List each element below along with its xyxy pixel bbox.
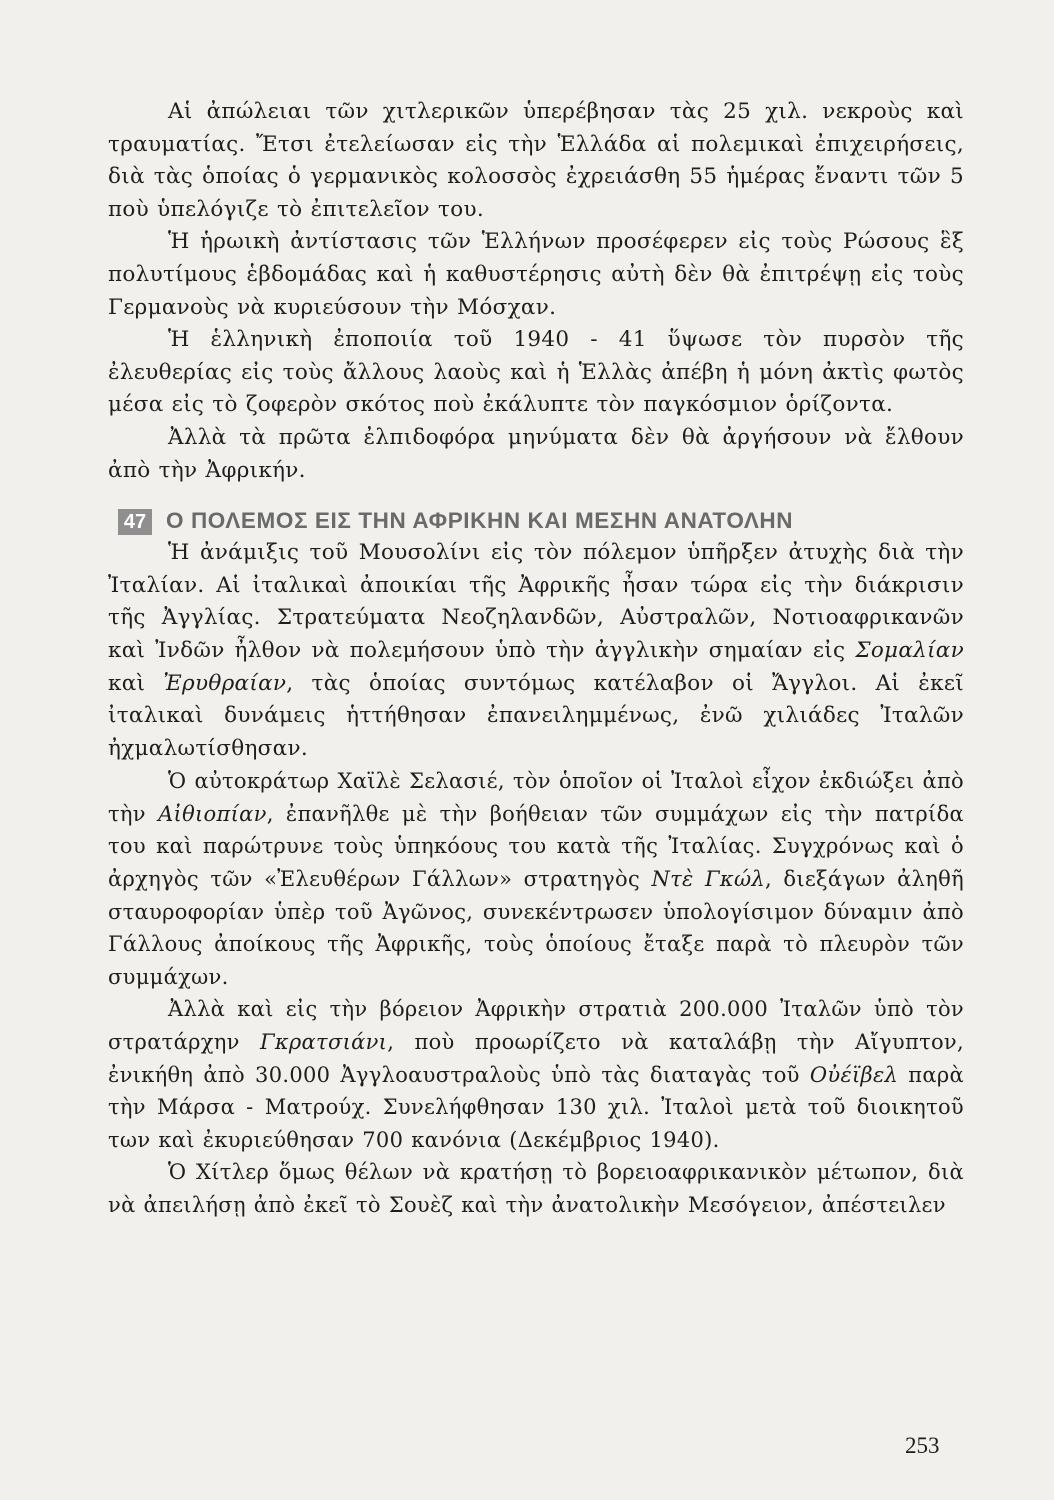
paragraph-hitler: Ὁ Χίτλερ ὅμως θέλων νὰ κρατήσῃ τὸ βορειοαφρικανικὸν μέτωπον, διὰ νὰ ἀπειλήσῃ ἀπὸ ἐκεῖ τὸ Σουὲζ καὶ τὴν ἀνατολικὴν Μεσόγειον, ἀπέστειλεν xyxy=(108,1160,964,1217)
paragraph-resistance: Ἡ ἡρωικὴ ἀντίστασις τῶν Ἑλλήνων προσέφερεν εἰς τοὺς Ρώσους ἓξ πολυτίμους ἑβδομάδας καὶ ἡ καθυστέρησις αὐτὴ δὲν θὰ ἐπιτρέψῃ εἰς τοὺς Γερμανοὺς νὰ κυριεύσουν τὴν Μόσχαν. xyxy=(108,229,964,320)
italic-place-name: Σομαλίαν xyxy=(855,637,964,663)
italic-person-name: Γκρατσιάνι xyxy=(259,1030,388,1055)
paragraph-mussolini: Ἡ ἀνάμιξις τοῦ Μουσολίνι εἰς τὸν πόλεμον ὑπῆρξεν ἀτυχὴς διὰ τὴν Ἰταλίαν. Αἱ ἰταλικαὶ ἀποικίαι τῆς Ἀφρικῆς ἦσαν τώρα εἰς τὴν διάκρισιν τῆς Ἀγγλίας. Στρατεύματα Νεοζηλανδῶν, Αὐστραλῶν, Νοτιοαφρικανῶν καὶ Ἰνδῶν ἦλθον νὰ πολεμήσουν ὑπὸ τὴν ἀγγλικὴν σημαίαν εἰς Σομαλίαν καὶ Ἐρυθραίαν, τὰς ὁποίας συντόμως κατέλαβον οἱ Ἄγγλοι. Αἱ ἐκεῖ ἰταλικαὶ δυνάμεις ἡττήθησαν ἐπανειλημμένως, ἐνῶ χιλιάδες Ἰταλῶν ἠχμαλωτίσθησαν. xyxy=(108,540,965,761)
paragraph-losses: Αἱ ἀπώλειαι τῶν χιτλερικῶν ὑπερέβησαν τὰς 25 χιλ. νεκροὺς καὶ τραυματίας. Ἔτσι ἐτελείωσαν εἰς τὴν Ἑλλάδα αἱ πολεμικαὶ ἐπιχειρήσεις, διὰ τὰς ὁποίας ὁ γερμανικὸς κολοσσὸς ἐχρειάσθη 55 ἡμέρας ἔναντι τῶν 5 ποὺ ὑπελόγιζε τὸ ἐπιτελεῖον του. xyxy=(108,99,964,222)
italic-place-name: Αἰθιοπίαν xyxy=(158,801,267,826)
paragraph-selassie: Ὁ αὐτοκράτωρ Χαϊλὲ Σελασιέ, τὸν ὁποῖον οἱ Ἰταλοὶ εἶχον ἐκδιώξει ἀπὸ τὴν Αἰθιοπίαν, ἐπανῆλθε μὲ τὴν βοήθειαν τῶν συμμάχων εἰς τὴν πατρίδα του καὶ παρώτρυνε τοὺς ὑπηκόους του κατὰ τῆς Ἰταλίας. Συγχρόνως καὶ ὁ ἀρχηγὸς τῶν «Ἐλευθέρων Γάλλων» στρατηγὸς Ντὲ Γκώλ, διεξάγων ἀληθῆ σταυροφορίαν ὑπὲρ τοῦ Ἀγῶνος, συνεκέντρωσεν ὑπολογίσιμον δύναμιν ἀπὸ Γάλλους ἀποίκους τῆς Ἀφρικῆς, τοὺς ὁποίους ἔταξε παρὰ τὸ πλευρὸν τῶν συμμάχων. xyxy=(108,769,964,989)
section-heading xyxy=(108,507,964,535)
paragraph-north-africa: Ἀλλὰ καὶ εἰς τὴν βόρειον Ἀφρικὴν στρατιὰ 200.000 Ἰταλῶν ὑπὸ τὸν στρατάρχην Γκρατσιάνι, ποὺ προωρίζετο νὰ καταλάβῃ τὴν Αἴγυπτον, ἐνικήθη ἀπὸ 30.000 Ἀγγλοαυστραλοὺς ὑπὸ τὰς διαταγὰς τοῦ Οὐέϊβελ παρὰ τὴν Μάρσα - Ματρούχ. Συνελήφθησαν 130 χιλ. Ἰταλοὶ μετὰ τοῦ διοικητοῦ των καὶ ἐκυριεύθησαν 700 κανόνια (Δεκέμβριος 1940). xyxy=(108,997,964,1152)
paragraph-messages: Ἀλλὰ τὰ πρῶτα ἐλπιδοφόρα μηνύματα δὲν θὰ ἀργήσουν νὰ ἔλθουν ἀπὸ τὴν Ἀφρικήν. xyxy=(108,424,964,483)
page-body xyxy=(108,96,964,1222)
italic-person-name: Οὐέϊβελ xyxy=(809,1062,899,1087)
chapter-number-badge: 47 xyxy=(118,509,152,535)
page-number: 253 xyxy=(905,1433,940,1458)
section-title: Ο ΠΟΛΕΜΟΣ ΕΙΣ ΤΗΝ ΑΦΡΙΚΗΝ ΚΑΙ ΜΕΣΗΝ ΑΝΑΤΟΛΗΝ xyxy=(166,508,794,534)
italic-place-name: Ἐρυθραίαν xyxy=(163,670,287,696)
italic-person-name: Ντὲ Γκώλ xyxy=(651,867,765,892)
paragraph-epic: Ἡ ἑλληνικὴ ἐποποιία τοῦ 1940 - 41 ὕψωσε τὸν πυρσὸν τῆς ἐλευθερίας εἰς τοὺς ἄλλους λαοὺς καὶ ἡ Ἑλλὰς ἀπέβη ἡ μόνη ἀκτὶς φωτὸς μέσα εἰς τὸ ζοφερὸν σκότος ποὺ ἐκάλυπτε τὸν παγκόσμιον ὁρίζοντα. xyxy=(108,327,964,418)
